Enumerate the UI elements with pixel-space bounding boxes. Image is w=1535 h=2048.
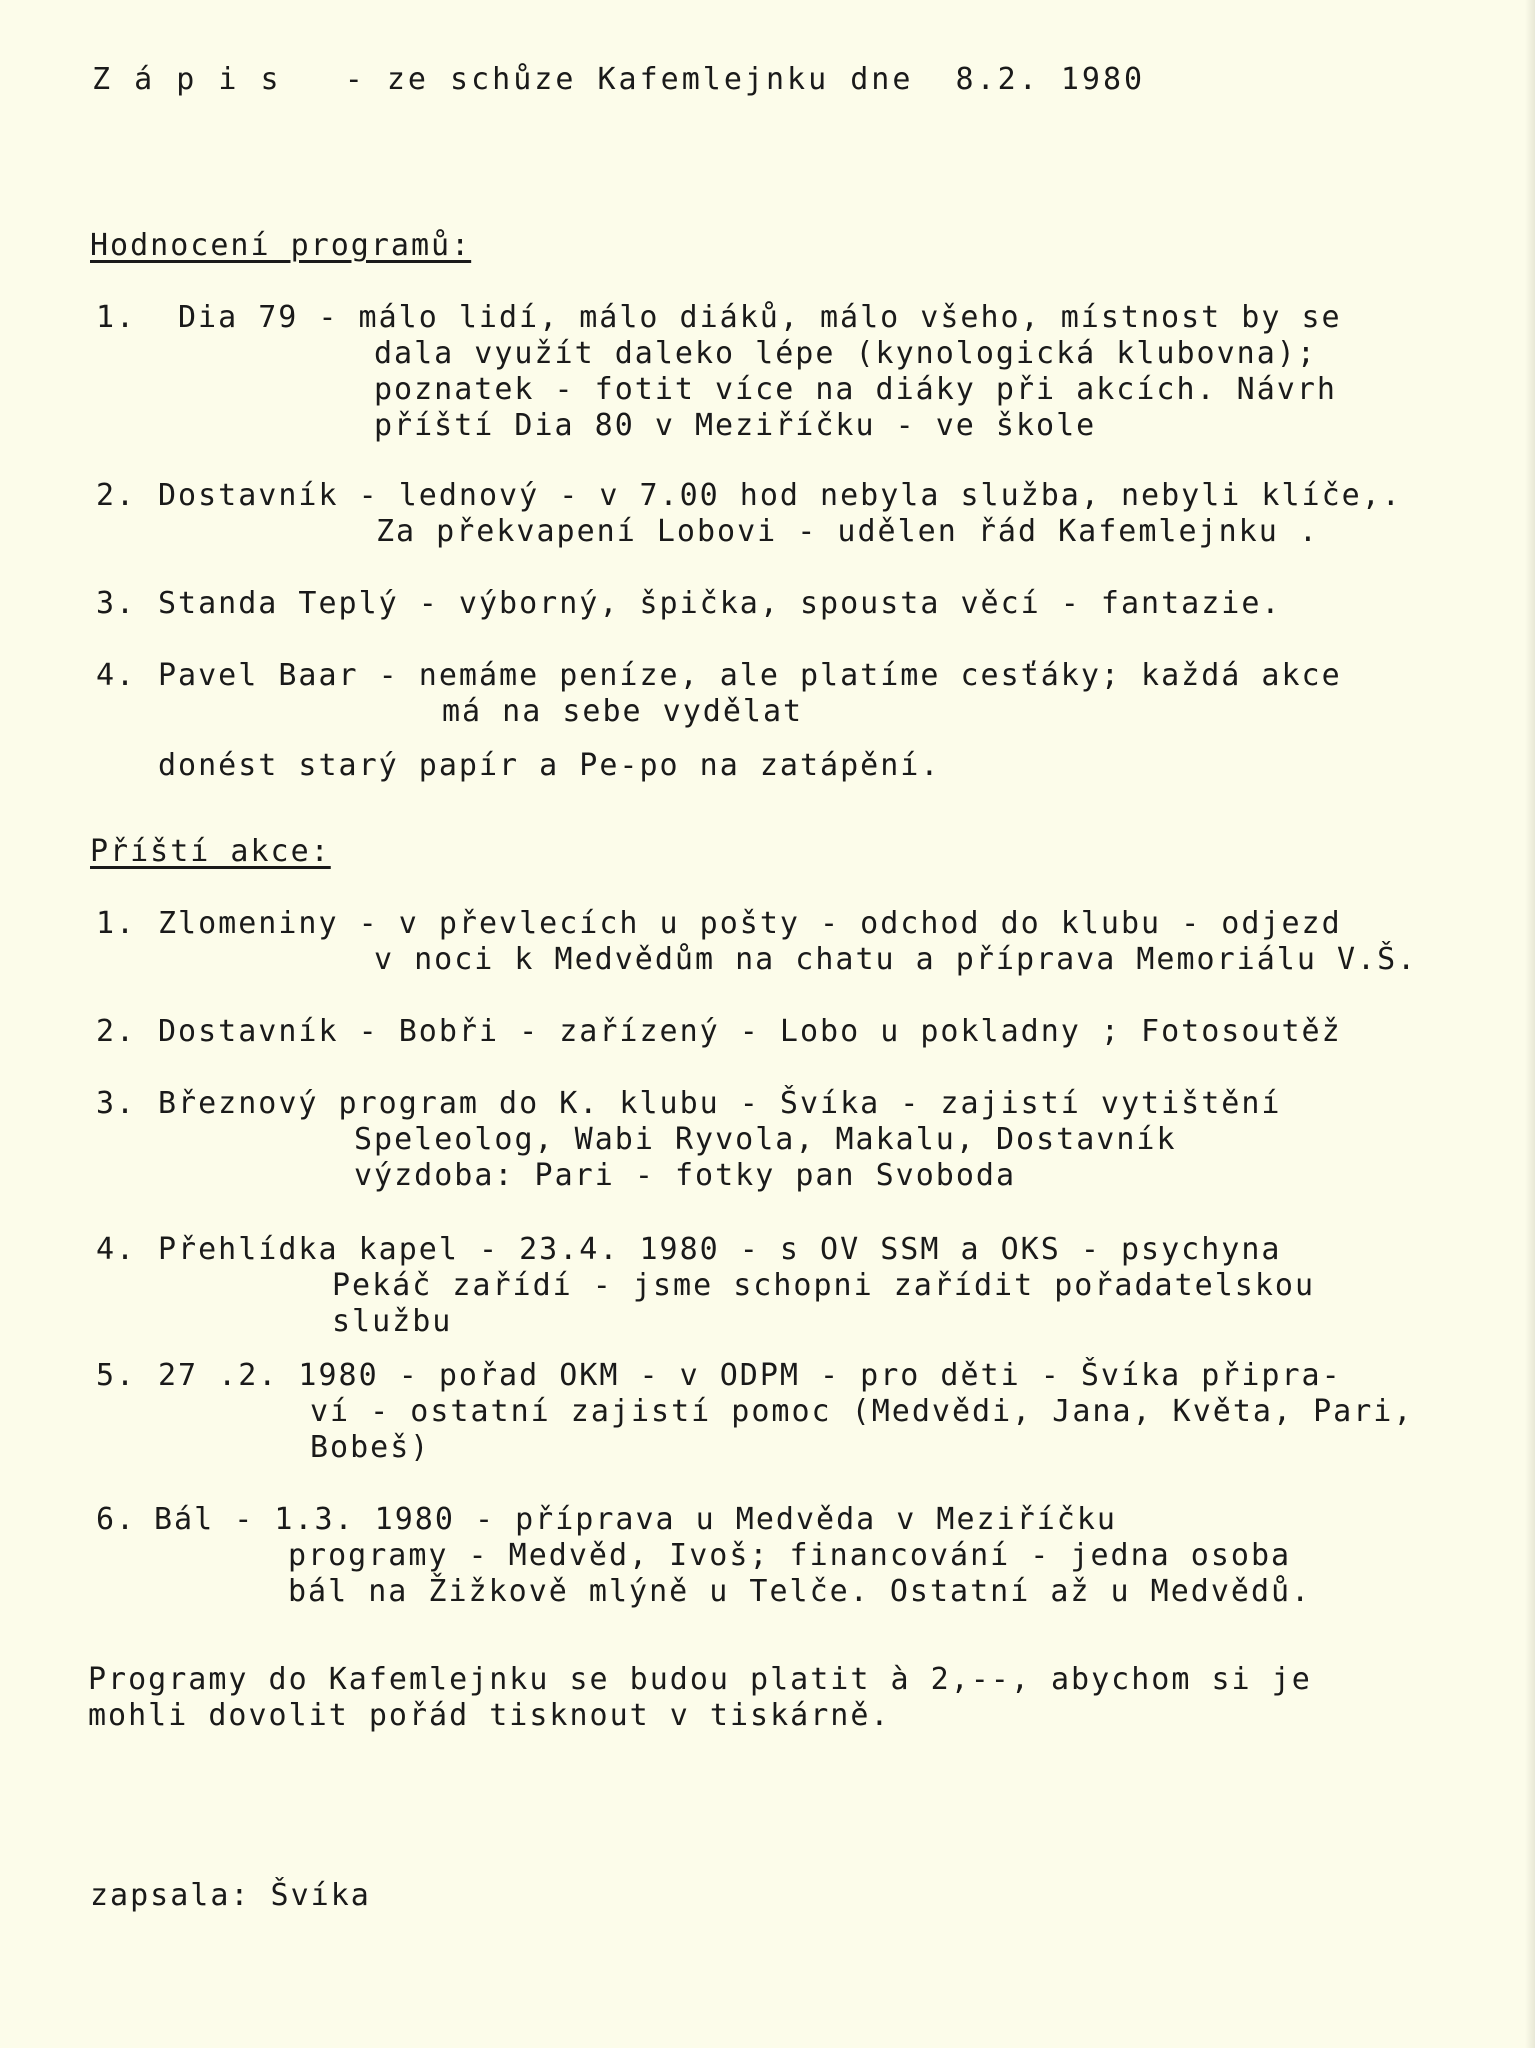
- item-line: dala využít daleko lépe (kynologická klubovna);: [374, 336, 1317, 371]
- section-heading-evaluation: Hodnocení programů:: [90, 228, 472, 263]
- item-line: poznatek - fotit více na diáky při akcích. Návrh: [374, 372, 1337, 407]
- item-line: Pekáč zařídí - jsme schopni zařídit pořadatelskou: [332, 1268, 1316, 1303]
- item-line: Dia 79 - málo lidí, málo diáků, málo všeho, místnost by se: [178, 300, 1342, 335]
- section-heading-next-actions: Příští akce:: [90, 834, 331, 869]
- item-line: službu: [332, 1304, 453, 1339]
- item-number: 5.: [96, 1358, 137, 1393]
- item-number: 2.: [96, 1014, 137, 1049]
- item-line: má na sebe vydělat: [442, 694, 804, 729]
- item-number: 4.: [96, 658, 137, 693]
- item-number: 1.: [96, 906, 137, 941]
- item-line: programy - Medvěd, Ivoš; financování - jedna osoba: [288, 1538, 1292, 1573]
- item-line: Standa Teplý - výborný, špička, spousta věcí - fantazie.: [158, 586, 1282, 621]
- item-number: 3.: [96, 1086, 137, 1121]
- item-line: Pavel Baar - nemáme peníze, ale platíme cesťáky; každá akce: [158, 658, 1342, 693]
- item-line: Speleolog, Wabi Ryvola, Makalu, Dostavník: [354, 1122, 1177, 1157]
- item-line: Bál - 1.3. 1980 - příprava u Medvěda v Meziříčku: [154, 1502, 1117, 1537]
- item-line: příští Dia 80 v Meziříčku - ve škole: [374, 408, 1097, 443]
- item-number: 6.: [96, 1502, 137, 1537]
- item-line: Přehlídka kapel - 23.4. 1980 - s OV SSM a OKS - psychyna: [158, 1232, 1282, 1267]
- item-line: v noci k Medvědům na chatu a příprava Memoriálu V.Š.: [374, 942, 1418, 977]
- item-line: výzdoba: Pari - fotky pan Svoboda: [354, 1158, 1017, 1193]
- item-line: Březnový program do K. klubu - Švíka - zajistí vytištění: [158, 1086, 1282, 1121]
- item-line: 27 .2. 1980 - pořad OKM - v ODPM - pro děti - Švíka připra-: [158, 1358, 1342, 1393]
- closing-line: mohli dovolit pořád tisknout v tiskárně.: [88, 1698, 891, 1733]
- page-edge-shadow: [1525, 0, 1535, 2048]
- item-number: 4.: [96, 1232, 137, 1267]
- document-title: Z á p i s - ze schůze Kafemlejnku dne 8.2. 1980: [92, 62, 1146, 97]
- item-number: 1.: [96, 300, 137, 335]
- item-line: Dostavník - lednový - v 7.00 hod nebyla služba, nebyli klíče,.: [158, 478, 1402, 513]
- item-line: bál na Žižkově mlýně u Telče. Ostatní až u Medvědů.: [288, 1574, 1312, 1609]
- item-line: Za překvapení Lobovi - udělen řád Kafemlejnku .: [376, 514, 1319, 549]
- item-number: 3.: [96, 586, 137, 621]
- note-line: donést starý papír a Pe-po na zatápění.: [158, 748, 941, 783]
- item-line: ví - ostatní zajistí pomoc (Medvědi, Jana, Květa, Pari,: [310, 1394, 1414, 1429]
- item-line: Zlomeniny - v převlecích u pošty - odchod do klubu - odjezd: [158, 906, 1342, 941]
- closing-line: Programy do Kafemlejnku se budou platit à 2,--, abychom si je: [88, 1662, 1312, 1697]
- item-line: Bobeš): [310, 1430, 431, 1465]
- item-line: Dostavník - Bobři - zařízený - Lobo u pokladny ; Fotosoutěž: [158, 1014, 1342, 1049]
- item-number: 2.: [96, 478, 137, 513]
- signature-line: zapsala: Švíka: [90, 1878, 371, 1913]
